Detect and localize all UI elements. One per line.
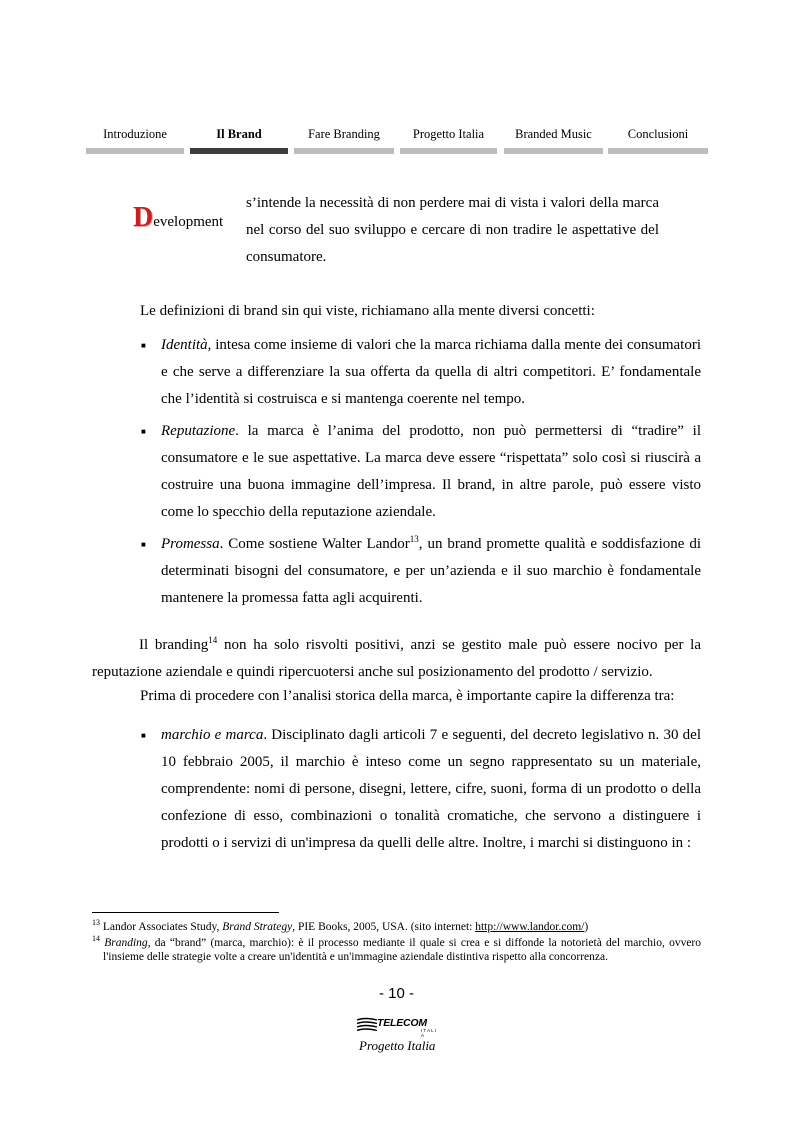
footnote-text: Landor Associates Study, bbox=[102, 921, 223, 933]
footnote-13 bbox=[92, 920, 701, 934]
nav-tab-il-brand[interactable] bbox=[190, 125, 288, 155]
bullet-square-icon: ■ bbox=[141, 341, 146, 350]
concept-term: Promessa bbox=[161, 536, 220, 552]
bullet-square-icon: ■ bbox=[141, 731, 146, 740]
concept-text: . Disciplinato dagli articoli 7 e seguenti, del decreto legislativo n. 30 del 10 febbraio 2005, il marchio è inteso come un segno rappresentato su un materiale, comprendente: nomi di persone, disegni, lettere, cifre, suoni, forma di un prodotto o della confezione di esso, combinazioni o tonalità cromatiche, che servono a distinguere i prodotti o i servizi di un'impresa da quelli delle altre. Inoltre, i marchi si distinguono in : bbox=[161, 727, 702, 851]
nav-tab-bar bbox=[608, 148, 708, 154]
difference-list bbox=[141, 722, 702, 862]
nav-tab-bar bbox=[190, 148, 288, 154]
nav-tab-branded-music[interactable] bbox=[504, 125, 603, 155]
footnote-14 bbox=[92, 936, 701, 964]
list-item-identita bbox=[141, 332, 701, 413]
bullet-square-icon: ■ bbox=[141, 540, 146, 549]
nav-tab-fare-branding[interactable] bbox=[294, 125, 394, 155]
bullet-square-icon: ■ bbox=[141, 427, 146, 436]
landor-link[interactable]: http://www.landor.com/ bbox=[475, 921, 585, 933]
footnote-number: 13 bbox=[92, 918, 100, 928]
development-text: s’intende la necessità di non perdere mai di vista i valori della marca nel corso del suo sviluppo e cercare di non tradire le aspettative del consumatore. bbox=[246, 195, 659, 265]
footnote-text: ) bbox=[584, 921, 589, 933]
concepts-list bbox=[141, 332, 701, 617]
nav-tab-bar bbox=[294, 148, 394, 154]
nav-tab-label: Introduzione bbox=[103, 127, 167, 141]
nav-tab-bar bbox=[400, 148, 497, 154]
nav-tab-introduzione[interactable] bbox=[86, 125, 184, 155]
concepts-intro: Le definizioni di brand sin qui viste, richiamano alla mente diversi concetti: bbox=[140, 303, 595, 319]
nav-tab-progetto-italia[interactable] bbox=[400, 125, 497, 155]
footnote-text: , da “brand” (marca, marchio): è il processo mediante il quale si crea e si diffonde la notorietà del marchio, ovvero l'insieme delle strategie volte a creare un'identità e un'immagine aziendale distintiva rispetto alla concorrenza. bbox=[103, 937, 702, 963]
footnote-italic: Branding bbox=[104, 937, 148, 949]
telecom-stripes-icon bbox=[355, 1017, 379, 1033]
nav-tab-label: Progetto Italia bbox=[412, 127, 485, 141]
footnote-number: 14 bbox=[92, 934, 100, 944]
footnote-divider bbox=[92, 912, 279, 913]
concept-text: . la marca è l’anima del prodotto, non può permettersi di “tradire” il consumatore e le sue aspettative. La marca deve essere “rispettata” solo così si riuscirà a costruire una buona immagine dell’impresa. Il brand, in altre parole, può essere visto come lo specchio della reputazione aziendale. bbox=[161, 423, 701, 520]
nav-tab-conclusioni[interactable] bbox=[608, 125, 708, 155]
concept-text: . Come sostiene Walter Landor bbox=[219, 536, 410, 552]
concept-term: marchio e marca bbox=[161, 727, 264, 743]
nav-tab-bar bbox=[504, 148, 603, 154]
footnote-italic: Brand Strategy bbox=[222, 921, 293, 933]
logo-wordmark: TELECOM bbox=[377, 1017, 427, 1029]
nav-tab-label: Fare Branding bbox=[308, 127, 380, 141]
drop-cap: D bbox=[133, 202, 154, 233]
footnote-ref-13[interactable]: 13 bbox=[409, 534, 419, 544]
nav-tab-bar bbox=[86, 148, 184, 154]
page-number: - 10 - bbox=[378, 985, 414, 1002]
development-term-rest: evelopment bbox=[153, 214, 224, 230]
nav-tab-label: Branded Music bbox=[515, 127, 592, 141]
list-item-reputazione bbox=[141, 418, 701, 526]
list-item-marchio bbox=[141, 722, 702, 857]
development-term bbox=[133, 202, 223, 234]
nav-tab-label: Il Brand bbox=[216, 127, 262, 141]
footnote-ref-14[interactable]: 14 bbox=[208, 635, 218, 645]
footnote-text: , PIE Books, 2005, USA. (sito internet: bbox=[292, 921, 476, 933]
difference-intro: Prima di procedere con l’analisi storica della marca, è importante capire la differenza tra: bbox=[140, 688, 675, 704]
top-navigation bbox=[86, 125, 708, 157]
concept-text: , intesa come insieme di valori che la marca richiama dalla mente dei consumatori e che serve a differenziare la sua offerta da quella di altri competitori. E’ fondamentale che l’identità si costruisca e si mantenga coerente nel tempo. bbox=[161, 337, 701, 407]
nav-tab-label: Conclusioni bbox=[627, 127, 689, 141]
paragraph-text: non ha solo risvolti positivi, anzi se gestito male può essere nocivo per la reputazione aziendale e quindi ripercuotersi anche sul posizionamento del prodotto / servizio. bbox=[92, 637, 701, 680]
branding-paragraph bbox=[92, 632, 701, 686]
list-item-promessa bbox=[141, 531, 701, 612]
concept-text: , un brand promette qualità e soddisfazione di determinati bisogni del consumatore, e per un’azienda e il suo marchio è fondamentale mantenere la promessa fatta agli acquirenti. bbox=[161, 536, 701, 606]
concept-term: Identità bbox=[161, 337, 208, 353]
concept-term: Reputazione bbox=[161, 423, 236, 439]
logo-script: Progetto Italia bbox=[359, 1038, 436, 1053]
logo-subtitle: I T A L I A bbox=[421, 1028, 436, 1038]
paragraph-text: Il branding bbox=[139, 637, 209, 653]
telecom-progetto-italia-logo bbox=[355, 1017, 439, 1057]
